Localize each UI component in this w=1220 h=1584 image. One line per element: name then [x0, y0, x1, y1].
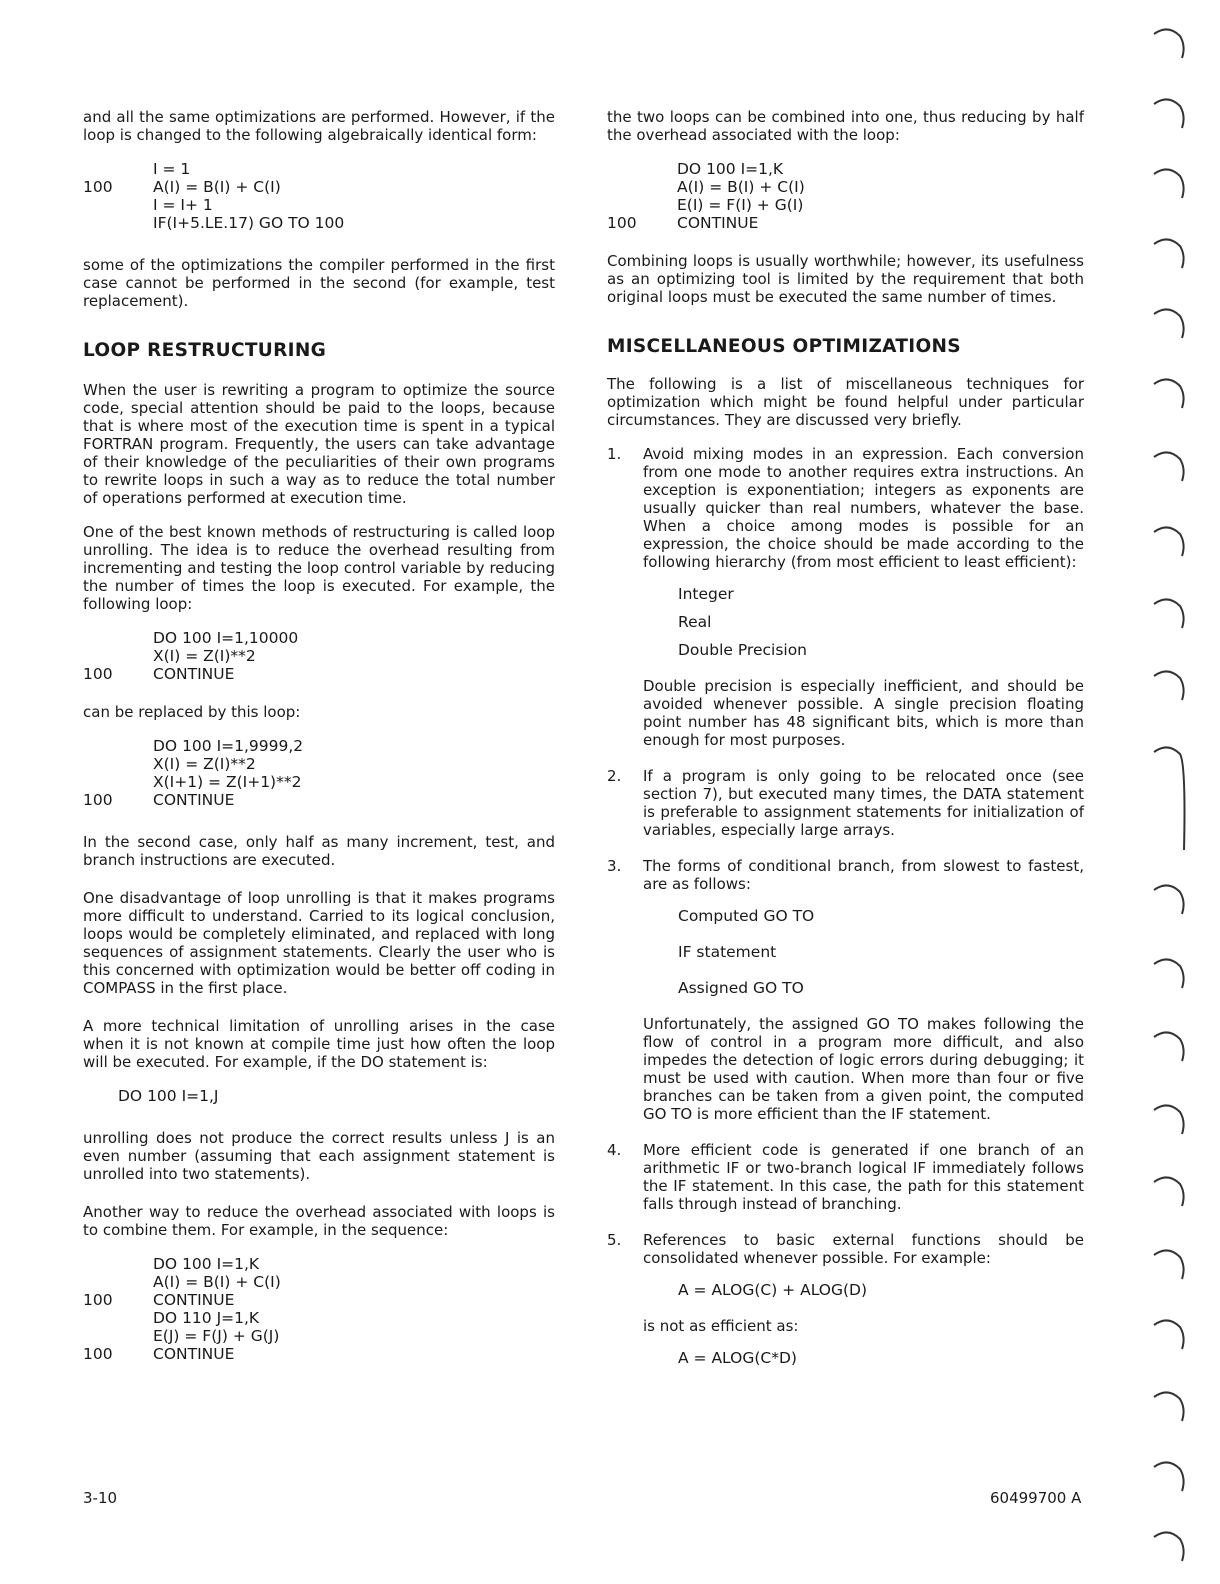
paragraph: When the user is rewriting a program to optimize the source code, special attention should be paid to the loops, because that is where most of the execution time is spent in a typical FORTRAN program. Frequently, the users can take advantage of their knowledge of the peculiarities of their own programs to rewrite loops in such a way as to reduce the total number of operations performed at execution time.: [83, 381, 555, 507]
code-block: DO 100 I=1,J: [118, 1087, 219, 1105]
right-column: [607, 108, 1084, 1385]
binder-hole-icon: [1148, 22, 1188, 62]
binder-hole-icon: [1148, 520, 1188, 560]
section-heading: LOOP RESTRUCTURING: [83, 340, 327, 361]
binder-hole-icon: [1148, 1170, 1188, 1210]
binder-hole-icon: [1148, 445, 1188, 485]
document-number: 60499700 A: [990, 1489, 1082, 1507]
paragraph: and all the same optimizations are performed. However, if the loop is changed to the following algebraically identical form:: [83, 108, 555, 144]
paragraph: can be replaced by this loop:: [83, 703, 301, 721]
binder-hole-icon: [1148, 878, 1188, 918]
binder-hole-icon: [1148, 952, 1188, 992]
code-block: DO 100 I=1,K A(I) = B(I) + C(I) 100 CONTINUE DO 110 J=1,K E(J) = F(J) + G(J) 100 CONTINUE: [83, 1255, 281, 1363]
optimization-list: [607, 445, 1084, 1367]
list-item: 5. References to basic external functions should be consolidated whenever possible. For example: A = ALOG(C) + ALOG(D) is not as efficient as: A = ALOG(C*D): [607, 1231, 1084, 1367]
code-block: I = 1 100 A(I) = B(I) + C(I) I = I+ 1 IF(I+5.LE.17) GO TO 100: [83, 160, 345, 232]
list-item: 3. The forms of conditional branch, from slowest to fastest, are as follows: Computed GO TO IF statement Assigned GO TO Unfortunately, the assigned GO TO makes following the flow of control in a program more difficult, and also impedes the detection of logic errors during debugging; it must be used with caution. When more than four or five branches can be taken from a given point, the computed GO TO is more efficient than the IF statement.: [607, 857, 1084, 1123]
binder-hole-icon: [1148, 1098, 1188, 1138]
binder-hole-icon: [1148, 232, 1188, 272]
binder-hole-icon: [1148, 664, 1188, 704]
paragraph: One of the best known methods of restructuring is called loop unrolling. The idea is to reduce the overhead resulting from incrementing and testing the loop control variable by reducing the number of times the loop is executed. For example, the following loop:: [83, 523, 555, 613]
page-number: 3-10: [83, 1489, 118, 1507]
list-item: 1. Avoid mixing modes in an expression. Each conversion from one mode to another requires extra instructions. An exception is exponentiation; integers as exponents are usually quicker than real numbers, whatever the base. When a choice among modes is possible for an expression, the choice should be made according to the following hierarchy (from most efficient to least efficient): Integer Real Double Precision Double precision is especially inefficient, and should be avoided whenever possible. A single precision floating point number has 48 significant bits, which is more than enough for most purposes.: [607, 445, 1084, 749]
binder-hole-icon: [1148, 372, 1188, 412]
paragraph: unrolling does not produce the correct results unless J is an even number (assuming that each assignment statement is unrolled into two statements).: [83, 1129, 555, 1183]
list-item: 2. If a program is only going to be relocated once (see section 7), but executed many times, the DATA statement is preferable to assignment statements for initialization of variables, especially large arrays.: [607, 767, 1084, 839]
left-column: [83, 108, 555, 1383]
binder-hole-icon: [1148, 302, 1188, 342]
binder-hole-icon: [1148, 92, 1188, 132]
binder-hole-icon: [1148, 1243, 1188, 1283]
binder-hole-icon: [1148, 1385, 1188, 1425]
binder-hole-icon: [1148, 1313, 1188, 1353]
list-item: 4. More efficient code is generated if one branch of an arithmetic IF or two-branch logical IF immediately follows the IF statement. In this case, the path for this statement falls through instead of branching.: [607, 1141, 1084, 1213]
paragraph: Another way to reduce the overhead associated with loops is to combine them. For example, in the sequence:: [83, 1203, 555, 1239]
binder-hole-icon: [1148, 162, 1188, 202]
section-heading: MISCELLANEOUS OPTIMIZATIONS: [607, 336, 961, 357]
paragraph: The following is a list of miscellaneous techniques for optimization which might be found helpful under particular circumstances. They are discussed very briefly.: [607, 375, 1084, 429]
paragraph: In the second case, only half as many increment, test, and branch instructions are executed.: [83, 833, 555, 869]
paragraph: One disadvantage of loop unrolling is that it makes programs more difficult to understand. Carried to its logical conclusion, loops would be completely eliminated, and replaced with long sequences of assignment statements. Clearly the user who is this concerned with optimization would be better off coding in COMPASS in the first place.: [83, 889, 555, 997]
code-block: DO 100 I=1,10000 X(I) = Z(I)**2 100 CONTINUE: [83, 629, 299, 683]
binder-hole-icon: [1148, 592, 1188, 632]
binder-holes: [1140, 0, 1200, 1584]
code-block: DO 100 I=1,K A(I) = B(I) + C(I) E(I) = F(I) + G(I) 100 CONTINUE: [607, 160, 805, 232]
paragraph: the two loops can be combined into one, thus reducing by half the overhead associated with the loop:: [607, 108, 1084, 144]
binder-hole-icon: [1148, 1455, 1188, 1495]
binder-hole-icon: [1148, 740, 1188, 850]
code-block: DO 100 I=1,9999,2 X(I) = Z(I)**2 X(I+1) = Z(I+1)**2 100 CONTINUE: [83, 737, 304, 809]
binder-hole-icon: [1148, 1025, 1188, 1065]
paragraph: some of the optimizations the compiler performed in the first case cannot be performed in the second (for example, test replacement).: [83, 256, 555, 310]
paragraph: Combining loops is usually worthwhile; however, its usefulness as an optimizing tool is limited by the requirement that both original loops must be executed the same number of times.: [607, 252, 1084, 306]
binder-hole-icon: [1148, 1525, 1188, 1565]
paragraph: A more technical limitation of unrolling arises in the case when it is not known at compile time just how often the loop will be executed. For example, if the DO statement is:: [83, 1017, 555, 1071]
